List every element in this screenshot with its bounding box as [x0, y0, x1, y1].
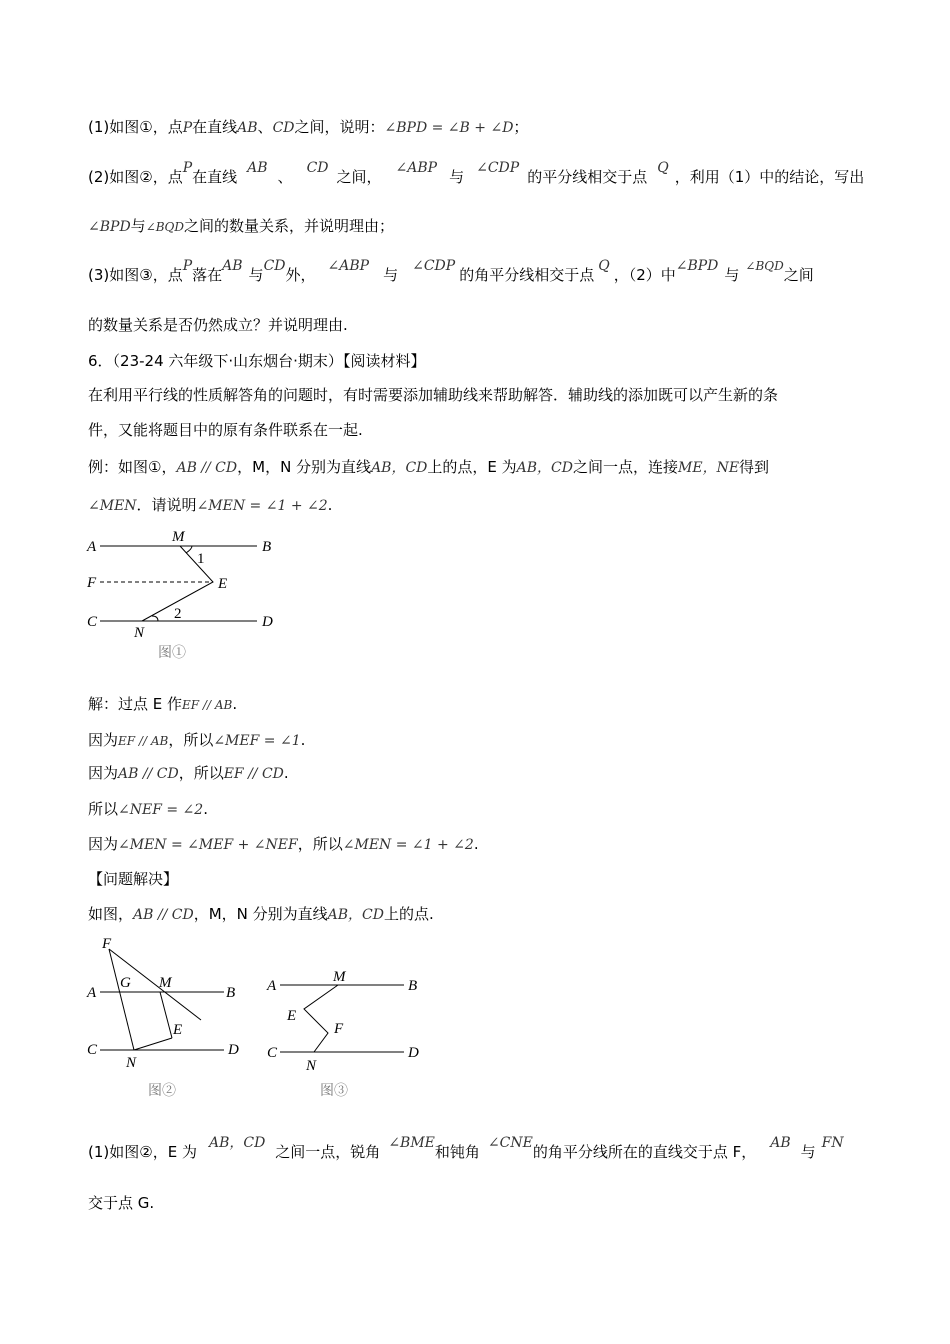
fig1-arc-2: [152, 616, 158, 621]
fig1-label-B: B: [262, 539, 272, 555]
fig3-label-A: A: [267, 978, 277, 994]
p5-q1: (1)如图①，点P在直线AB、CD之间，说明：∠BPD = ∠B + ∠D；: [88, 118, 529, 136]
fig2-line-me: [160, 992, 172, 1038]
fig2-line-fn: [109, 949, 134, 1050]
fig3-label-C: C: [267, 1045, 278, 1061]
p6-q1-cont: 交于点 G.: [88, 1194, 155, 1212]
fig3-label-M: M: [333, 969, 346, 985]
fig1-label-1: 1: [197, 551, 205, 567]
fig1-arc-1: [186, 546, 192, 553]
fig2-line-ne: [134, 1038, 172, 1050]
fig2-caption: 图②: [148, 1084, 176, 1099]
fig3-label-B: B: [408, 978, 418, 994]
fig1-caption: 图①: [158, 646, 186, 661]
fig1-label-C: C: [87, 614, 98, 630]
fig1-label-D: D: [262, 614, 273, 630]
p6-example-2: ∠MEN．请说明∠MEN = ∠1 + ∠2.: [88, 496, 333, 514]
fig1-label-F: F: [87, 575, 97, 591]
p6-example: 例：如图①，AB // CD，M，N 分别为直线AB，CD上的点，E 为AB，CD之间一点，连接ME，NE得到: [88, 458, 770, 476]
fig1-label-N: N: [134, 625, 145, 641]
fig3-label-N: N: [306, 1058, 317, 1074]
p6-sol-1: 解：过点 E 作EF // AB.: [88, 695, 238, 713]
fig2-label-N: N: [126, 1055, 137, 1071]
p5-q3: (3)如图③，点P落在AB 与CD外， ∠ABP 与 ∠CDP 的角平分线相交于点 Q ，（2）中∠BPD 与 $^{\angle BQD}$之间: [88, 258, 814, 284]
fig1-label-A: A: [87, 539, 97, 555]
figure-2: [82, 932, 252, 1102]
p6-intro-2: 件，又能将题目中的原有条件联系在一起.: [88, 421, 363, 439]
fig2-label-F: F: [102, 936, 112, 952]
fig2-label-C: C: [87, 1042, 98, 1058]
fig3-caption: 图③: [320, 1084, 348, 1099]
fig2-label-E: E: [173, 1022, 183, 1038]
fig3-label-D: D: [408, 1045, 419, 1061]
p5-q2: (2)如图②，点P在直线 AB 、 CD 之间， ∠ABP 与 ∠CDP 的平分线相交于点 Q ，利用（1）中的结论，写出: [88, 160, 865, 186]
figure-1: [82, 525, 292, 665]
p6-sol-5: 因为∠MEN = ∠MEF + ∠NEF，所以∠MEN = ∠1 + ∠2.: [88, 835, 479, 853]
fig3-label-F: F: [334, 1021, 344, 1037]
fig1-label-M: M: [172, 529, 185, 545]
fig1-label-E: E: [218, 576, 228, 592]
p6-problem-heading: 【问题解决】: [88, 870, 179, 888]
fig3-path-mefn: [304, 985, 338, 1052]
fig2-label-G: G: [120, 975, 131, 991]
fig3-label-E: E: [287, 1008, 297, 1024]
p6-intro-1: 在利用平行线的性质解答角的问题时，有时需要添加辅助线来帮助解答．辅助线的添加既可以产生新的条: [88, 386, 779, 404]
fig2-label-A: A: [87, 985, 97, 1001]
p6-heading: 6．（23-24 六年级下·山东烟台·期末）【阅读材料】: [88, 352, 426, 370]
p6-problem-intro: 如图，AB // CD，M，N 分别为直线AB，CD上的点.: [88, 905, 434, 923]
fig2-label-M: M: [159, 975, 172, 991]
p6-sol-4: 所以∠NEF = ∠2.: [88, 800, 208, 818]
figure-3: [262, 962, 432, 1102]
fig2-label-B: B: [226, 985, 236, 1001]
p6-sol-2: 因为EF // AB，所以∠MEF = ∠1.: [88, 731, 306, 749]
fig2-label-D: D: [228, 1042, 239, 1058]
p6-q1: (1)如图②，E 为 AB，CD 之间一点，锐角 ∠BME和钝角 ∠CNE的角平分线所在的直线交于点 F， AB 与 FN: [88, 1135, 844, 1161]
fig1-label-2: 2: [174, 606, 182, 622]
p5-q2-cont: ∠BPD与∠BQD之间的数量关系，并说明理由；: [88, 217, 395, 235]
p5-q3-cont: 的数量关系是否仍然成立？并说明理由.: [88, 316, 348, 334]
p6-sol-3: 因为AB // CD，所以EF // CD.: [88, 764, 289, 782]
